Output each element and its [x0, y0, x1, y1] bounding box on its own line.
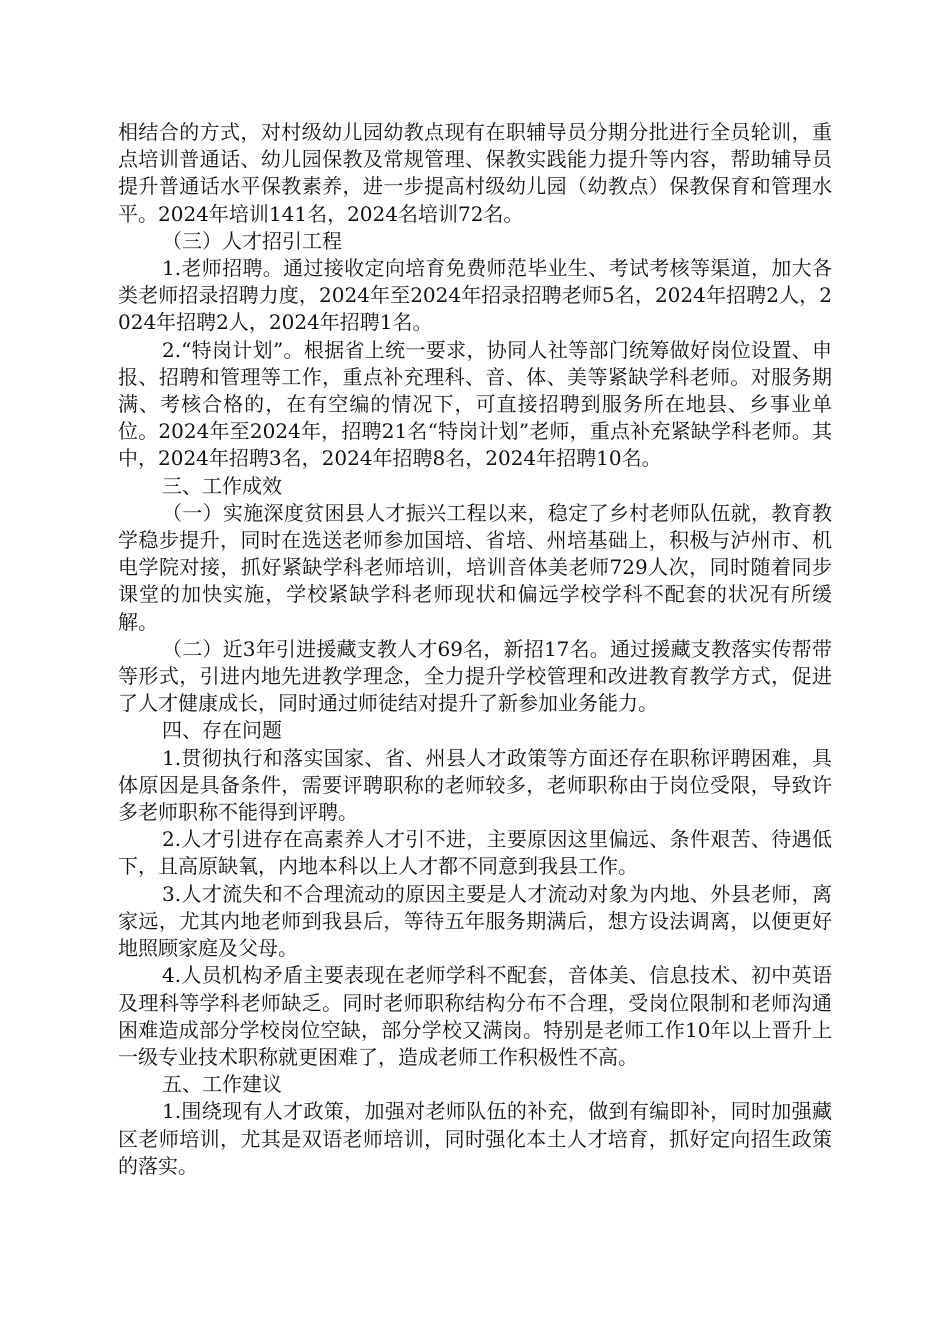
heading-work-results: 三、工作成效 [162, 473, 282, 498]
heading-talent-recruitment: （三）人才招引工程 [162, 228, 342, 253]
paragraph-problem-one: 1.贯彻执行和落实国家、省、州县人才政策等方面还存在职称评聘困难，具体原因是具备条件，需要评聘职称的老师较多，老师职称由于岗位受限，导致许多老师职称不能得到评聘。 [118, 745, 832, 825]
paragraph-suggestion-one: 1.围绕现有人才政策，加强对老师队伍的补充，做到有编即补，同时加强藏区老师培训，尤其是双语老师培训，同时强化本土人才培育，抓好定向招生政策的落实。 [118, 1099, 832, 1178]
paragraph-problem-four: 4.人员机构矛盾主要表现在老师学科不配套，音体美、信息技术、初中英语及理科等学科老师缺乏。同时老师职称结构分布不合理，受岗位限制和老师沟通困难造成部分学校岗位空缺，部分学校又满岗。特别是老师工作10年以上晋升上一级专业技术职称就更困难了，造成老师工作积极性不高。 [118, 963, 832, 1069]
paragraph-result-one: （一）实施深度贫困县人才振兴工程以来，稳定了乡村老师队伍就，教育教学稳步提升，同时在选送老师参加国培、省培、州培基础上，积极与泸州市、机电学院对接，抓好紧缺学科老师培训，培训音体美老师729人次，同时随着同步课堂的加快实施，学校紧缺学科老师现状和偏远学校学科不配套的状况有所缓解。 [118, 500, 832, 634]
paragraph-result-two: （二）近3年引进援藏支教人才69名，新招17名。通过援藏支教落实传帮带等形式，引进内地先进教学理念，全力提升学校管理和改进教育教学方式，促进了人才健康成长，同时通过师徒结对提升了新参加业务能力。 [118, 636, 832, 716]
paragraph-problem-three: 3.人才流失和不合理流动的原因主要是人才流动对象为内地、外县老师，离家远，尤其内地老师到我县后，等待五年服务期满后，想方设法调离，以便更好地照顾家庭及父母。 [118, 881, 832, 961]
paragraph-problem-two: 2.人才引进存在高素养人才引不进，主要原因这里偏远、条件艰苦、待遇低下，且高原缺氧，内地本科以上人才都不同意到我县工作。 [118, 827, 832, 879]
document-page [118, 119, 832, 1180]
paragraph-special-post-plan: 2.“特岗计划”。根据省上统一要求，协同人社等部门统筹做好岗位设置、申报、招聘和管理等工作，重点补充理科、音、体、美等紧缺学科老师。对服务期满、考核合格的，在有空编的情况下，可直接招聘到服务所在地县、乡事业单位。2024年至2024年，招聘21名“特岗计划”老师，重点补充紧缺学科老师。其中，2024年招聘3名，2024年招聘8名，2024年招聘10名。 [118, 337, 832, 471]
paragraph-training-continuation: 相结合的方式，对村级幼儿园幼教点现有在职辅导员分期分批进行全员轮训，重点培训普通话、幼儿园保教及常规管理、保教实践能力提升等内容，帮助辅导员提升普通话水平保教素养，进一步提高村级幼儿园（幼教点）保教保育和管理水平。2024年培训141名，2024名培训72名。 [118, 120, 832, 226]
heading-work-suggestions: 五、工作建议 [162, 1072, 282, 1097]
paragraph-teacher-recruitment: 1.老师招聘。通过接收定向培育免费师范毕业生、考试考核等渠道，加大各类老师招录招聘力度，2024年至2024年招录招聘老师5名，2024年招聘2人，2024年招聘2人，2024年招聘1名。 [118, 256, 832, 335]
heading-existing-problems: 四、存在问题 [162, 718, 282, 743]
